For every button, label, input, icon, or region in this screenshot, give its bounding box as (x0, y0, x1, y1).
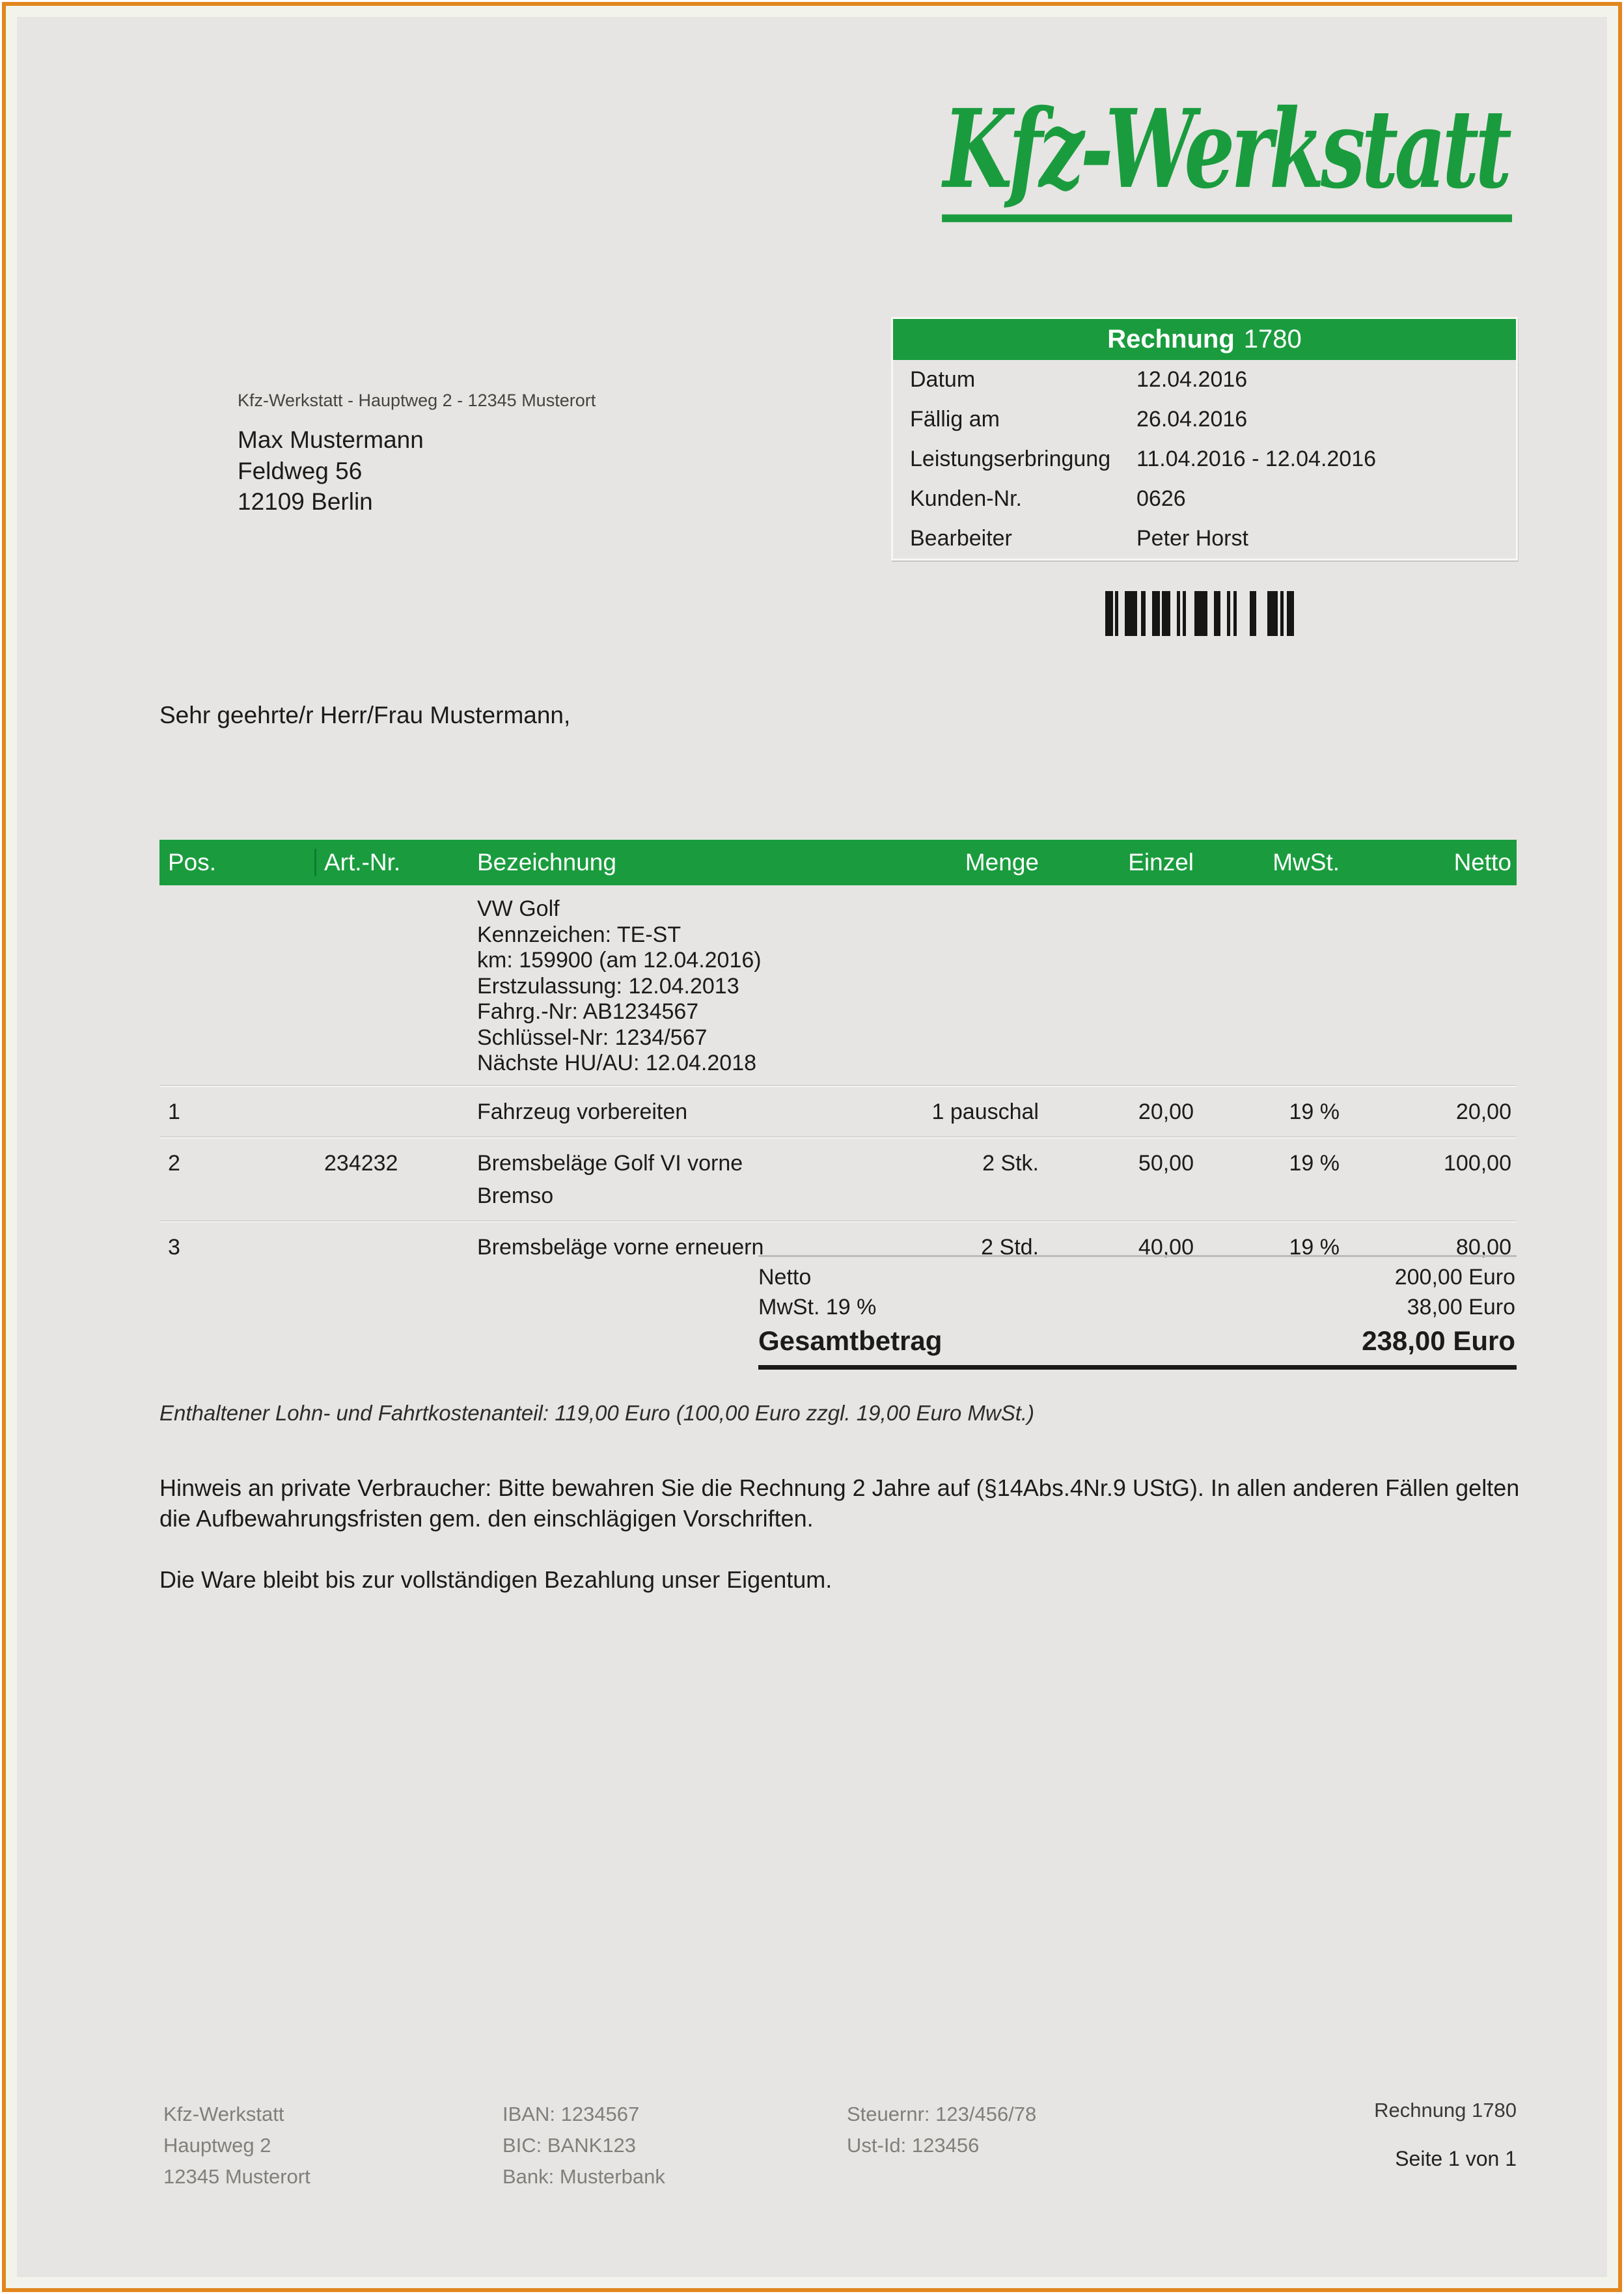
header-bezeichnung: Bezeichnung (477, 849, 616, 876)
footer-company-column (163, 2099, 310, 2192)
item-description-line: Bremsbeläge Golf VI vorne (477, 1150, 743, 1176)
item-description: Fahrzeug vorbereiten (477, 1099, 688, 1124)
item-pos: 2 (168, 1150, 180, 1176)
ownership-note: Die Ware bleibt bis zur vollständigen Bezahlung unser Eigentum. (159, 1566, 833, 1593)
info-value: 12.04.2016 (1136, 367, 1248, 392)
invoice-title-bar (893, 319, 1516, 360)
totals-row-mwst (758, 1292, 1517, 1322)
vehicle-plate: Kennzeichen: TE-ST (477, 922, 681, 947)
info-label: Kunden-Nr. (910, 486, 1022, 511)
vehicle-key-number: Schlüssel-Nr: 1234/567 (477, 1025, 708, 1050)
footer-company-name: Kfz-Werkstatt (163, 2103, 284, 2125)
item-description: Bremsbeläge vorne erneuern (477, 1234, 764, 1260)
totals-value: 200,00 Euro (1394, 1264, 1515, 1290)
info-value: Peter Horst (1136, 526, 1248, 551)
item-pos: 1 (168, 1099, 180, 1124)
item-netto: 100,00 (1444, 1150, 1511, 1176)
barcode (1105, 591, 1294, 636)
info-row-customer-number (893, 479, 1516, 519)
item-mwst: 19 % (1289, 1234, 1340, 1260)
header-menge: Menge (965, 849, 1039, 876)
footer-tax-column (847, 2099, 1036, 2161)
info-label: Fällig am (910, 407, 1000, 432)
info-label: Leistungserbringung (910, 447, 1111, 471)
header-pos: Pos. (159, 849, 316, 876)
totals-block (758, 1255, 1517, 1370)
item-netto: 20,00 (1455, 1099, 1511, 1124)
sender-line: Kfz-Werkstatt - Hauptweg 2 - 12345 Musterort (238, 391, 596, 410)
item-row-1 (159, 1087, 1517, 1137)
barcode-image (1105, 591, 1294, 636)
greeting-line: Sehr geehrte/r Herr/Frau Mustermann, (159, 702, 571, 728)
footer-bank-column (502, 2099, 665, 2192)
recipient-name: Max Mustermann (238, 426, 424, 453)
header-art-nr: Art.-Nr. (324, 849, 401, 876)
totals-label: MwSt. 19 % (758, 1294, 877, 1320)
item-description-line: Bremso (477, 1183, 554, 1208)
vehicle-km: km: 159900 (am 12.04.2016) (477, 948, 762, 973)
invoice-title-label: Rechnung (1107, 325, 1235, 353)
footer-page-number: Seite 1 von 1 (1395, 2147, 1517, 2170)
vehicle-info-block (159, 885, 1517, 1085)
recipient-street: Feldweg 56 (238, 457, 363, 484)
footer-iban: IBAN: 1234567 (502, 2103, 640, 2125)
vehicle-next-inspection: Nächste HU/AU: 12.04.2018 (477, 1051, 757, 1075)
item-menge: 2 Stk. (982, 1150, 1039, 1176)
vehicle-vin: Fahrg.-Nr: AB1234567 (477, 999, 699, 1024)
labor-cost-note: Enthaltener Lohn- und Fahrtkostenanteil: 119,00 Euro (100,00 Euro zzgl. 19,00 Euro MwSt.) (159, 1401, 1035, 1425)
recipient-address (238, 424, 424, 518)
invoice-number: 1780 (1243, 325, 1302, 353)
company-logo (942, 85, 1512, 222)
item-art-nr: 234232 (324, 1150, 398, 1176)
items-table (159, 840, 1517, 1272)
grand-total-value: 238,00 Euro (1362, 1325, 1515, 1356)
item-einzel: 40,00 (1138, 1234, 1194, 1260)
header-einzel: Einzel (1128, 849, 1194, 876)
header-netto: Netto (1453, 849, 1511, 876)
totals-label: Netto (758, 1264, 812, 1290)
header-mwst: MwSt. (1273, 849, 1340, 876)
info-label: Bearbeiter (910, 526, 1012, 551)
footer-company-street: Hauptweg 2 (163, 2134, 271, 2157)
item-mwst: 19 % (1289, 1099, 1340, 1124)
item-art-nr (316, 1096, 477, 1128)
footer-vat-id: Ust-Id: 123456 (847, 2134, 980, 2157)
item-einzel: 20,00 (1138, 1099, 1194, 1124)
item-menge: 2 Std. (981, 1234, 1039, 1260)
invoice-info-table (891, 317, 1518, 560)
item-einzel: 50,00 (1138, 1150, 1194, 1176)
item-art-nr (316, 1231, 477, 1264)
company-logo-text: Kfz-Werkstatt (942, 90, 1512, 222)
totals-row-gesamtbetrag (758, 1322, 1517, 1360)
vehicle-first-registration: Erstzulassung: 12.04.2013 (477, 973, 739, 999)
info-row-date (893, 360, 1516, 400)
item-row-2 (159, 1139, 1517, 1221)
item-menge: 1 pauschal (931, 1099, 1039, 1124)
item-mwst: 19 % (1289, 1150, 1340, 1176)
info-row-due (893, 400, 1516, 439)
item-pos: 3 (168, 1234, 180, 1260)
grand-total-label: Gesamtbetrag (758, 1325, 943, 1356)
item-netto: 80,00 (1455, 1234, 1511, 1260)
items-table-header (159, 840, 1517, 885)
info-row-clerk (893, 519, 1516, 559)
footer-bank-name: Bank: Musterbank (502, 2165, 665, 2188)
footer-company-city: 12345 Musterort (163, 2165, 310, 2188)
info-row-service-period (893, 439, 1516, 479)
info-value: 0626 (1136, 486, 1186, 511)
consumer-retention-note: Hinweis an private Verbraucher: Bitte bewahren Sie die Rechnung 2 Jahre auf (§14Abs.4Nr.9 UStG). In allen anderen Fällen gelten die Aufbewahrungsfristen gem. den einschlägigen Vorschriften. (159, 1474, 1520, 1532)
info-value: 26.04.2016 (1136, 407, 1248, 432)
footer-tax-number: Steuernr: 123/456/78 (847, 2103, 1037, 2125)
info-label: Datum (910, 367, 976, 392)
vehicle-model: VW Golf (477, 896, 560, 921)
recipient-city: 12109 Berlin (238, 488, 373, 515)
footer-document-reference: Rechnung 1780 (1374, 2099, 1517, 2121)
item-description (477, 1147, 896, 1212)
totals-row-netto (758, 1262, 1517, 1292)
info-value: 11.04.2016 - 12.04.2016 (1136, 447, 1377, 471)
totals-value: 38,00 Euro (1407, 1294, 1515, 1320)
footer-bic: BIC: BANK123 (502, 2134, 637, 2157)
